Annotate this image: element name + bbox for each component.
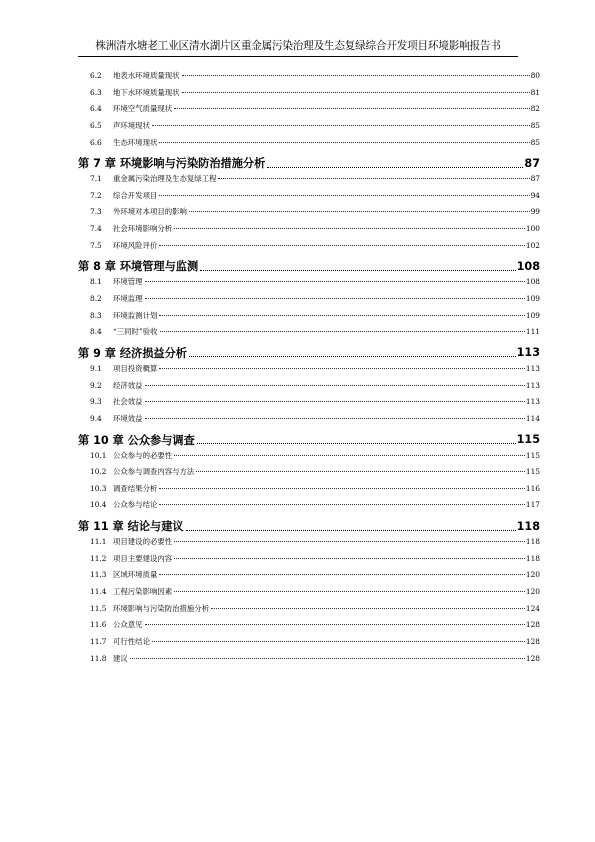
toc-entry-title: 外环境对本项目的影响: [113, 207, 187, 217]
toc-section-entry[interactable]: [78, 586, 540, 603]
dot-leader: [145, 281, 525, 282]
toc-entry-number: 6.3: [90, 87, 102, 97]
toc-entry-number: 11.2: [90, 553, 107, 563]
dot-leader: [152, 125, 530, 126]
toc-section-entry[interactable]: [78, 450, 540, 467]
toc-page-number: 87: [524, 156, 540, 170]
dot-leader: [182, 75, 530, 76]
toc-entry-number: 9.1: [90, 363, 102, 373]
dot-leader: [196, 471, 525, 472]
toc-entry-title: 环境管理: [113, 277, 143, 287]
toc-entry-title: 生态环境现状: [113, 137, 158, 147]
toc-page-number: 128: [525, 653, 540, 663]
dot-leader: [145, 624, 525, 625]
toc-chapter-entry[interactable]: [78, 430, 540, 450]
dot-leader: [159, 368, 525, 369]
toc-entry-title: 项目主要建设内容: [113, 553, 173, 563]
toc-page-number: 124: [525, 603, 540, 613]
toc-entry-number: 11.8: [90, 653, 107, 663]
toc-page-number: 108: [525, 277, 540, 287]
dot-leader: [174, 228, 525, 229]
toc-page-number: 115: [525, 450, 540, 460]
toc-page-number: 109: [525, 310, 540, 320]
toc-entry-number: 10.1: [90, 450, 107, 460]
toc-entry-title: 可行性结论: [113, 636, 150, 646]
toc-section-entry[interactable]: [78, 636, 540, 653]
toc-entry-number: 10.3: [90, 483, 107, 493]
dot-leader: [174, 108, 529, 109]
dot-leader: [218, 178, 529, 179]
toc-entry-title: 工程污染影响因素: [113, 587, 173, 597]
toc-page-number: 118: [516, 519, 540, 533]
toc-page-number: 81: [530, 87, 540, 97]
dot-leader: [182, 92, 530, 93]
toc-entry-title: 第 11 章 结论与建议: [78, 520, 184, 534]
toc-entry-number: 6.2: [90, 71, 102, 80]
toc-entry-number: 6.5: [90, 120, 102, 130]
toc-entry-number: 7.3: [90, 207, 102, 217]
toc-page-number: 128: [525, 636, 540, 646]
toc-entry-number: 9.4: [90, 413, 102, 423]
toc-entry-number: 11.5: [90, 603, 107, 613]
dot-leader: [174, 541, 525, 542]
toc-page-number: 82: [530, 104, 540, 114]
toc-entry-title: 环境监测计划: [113, 310, 158, 320]
toc-entry-title: “三同时”验收: [113, 327, 158, 337]
toc-section-entry[interactable]: [78, 536, 540, 553]
toc-page-number: 118: [525, 553, 540, 563]
toc-entry-number: 11.3: [90, 570, 107, 580]
toc-entry-title: 建议: [113, 653, 128, 663]
toc-entry-title: 经济效益: [113, 380, 143, 390]
dot-leader: [159, 574, 525, 575]
toc-section-entry[interactable]: [78, 326, 540, 343]
dot-leader: [160, 331, 525, 332]
toc-entry-title: 公众参与结论: [113, 500, 158, 510]
toc-entry-title: 第 9 章 经济损益分析: [78, 346, 187, 360]
toc-page-number: 113: [516, 346, 540, 360]
toc-section-entry[interactable]: [78, 87, 540, 104]
dot-leader: [174, 591, 525, 592]
toc-page-number: 120: [525, 570, 540, 580]
dot-leader: [159, 488, 525, 489]
toc-entry-title: 重金属污染治理及生态复绿工程: [113, 174, 217, 184]
dot-leader: [189, 356, 516, 357]
toc-entry-number: 11.4: [90, 587, 107, 597]
dot-leader: [159, 195, 529, 196]
toc-chapter-entry[interactable]: [78, 516, 540, 536]
toc-section-entry[interactable]: [78, 363, 540, 380]
dot-leader: [159, 504, 525, 505]
toc-page-number: 113: [525, 397, 540, 407]
toc-section-entry[interactable]: [78, 120, 540, 137]
toc-section-entry[interactable]: [78, 413, 540, 430]
dot-leader: [197, 443, 516, 444]
toc-page-number: 118: [525, 537, 540, 547]
toc-entry-number: 9.3: [90, 397, 102, 407]
toc-entry-title: 社会环境影响分析: [113, 224, 173, 234]
toc-section-entry[interactable]: [78, 293, 540, 310]
toc-entry-title: 项目投资概算: [113, 363, 158, 373]
toc-page-number: 117: [525, 500, 540, 510]
toc-page-number: 108: [516, 259, 540, 273]
toc-entry-number: 11.7: [90, 636, 107, 646]
dot-leader: [145, 401, 525, 402]
toc-section-entry[interactable]: [78, 70, 540, 87]
toc-section-entry[interactable]: [78, 569, 540, 586]
toc-chapter-entry[interactable]: [78, 256, 540, 276]
dot-leader: [159, 315, 525, 316]
toc-page-number: 99: [530, 207, 540, 217]
toc-page-number: 85: [530, 137, 540, 147]
toc-entry-title: 区域环境质量: [113, 570, 158, 580]
toc-entry-title: 第 8 章 环境管理与监测: [78, 260, 199, 274]
toc-entry-number: 10.4: [90, 500, 107, 510]
toc-entry-number: 7.4: [90, 224, 102, 234]
running-header: 株洲清水塘老工业区清水湖片区重金属污染治理及生态复绿综合开发项目环境影响报告书: [95, 40, 501, 52]
toc-page-number: 80: [530, 71, 540, 80]
toc-section-entry[interactable]: [78, 553, 540, 570]
toc-section-entry[interactable]: [78, 619, 540, 636]
toc-page-number: 113: [525, 380, 540, 390]
toc-section-entry[interactable]: [78, 190, 540, 207]
toc-entry-number: 11.1: [90, 537, 107, 547]
toc-entry-title: 环境空气质量现状: [113, 104, 173, 114]
toc-section-entry[interactable]: [78, 173, 540, 190]
dot-leader: [159, 245, 525, 246]
toc-entry-title: 地表水环境质量现状: [113, 71, 180, 80]
toc-entry-title: 地下水环境质量现状: [113, 87, 180, 97]
toc-entry-number: 8.3: [90, 310, 102, 320]
toc-entry-number: 8.1: [90, 277, 102, 287]
toc-page-number: 85: [530, 120, 540, 130]
toc-entry-number: 7.1: [90, 174, 102, 184]
toc-entry-number: 7.5: [90, 240, 102, 250]
toc-section-entry[interactable]: [78, 380, 540, 397]
toc-entry-title: 综合开发项目: [113, 190, 158, 200]
toc-entry-title: 第 7 章 环境影响与污染防治措施分析: [78, 157, 266, 171]
toc-page-number: 113: [525, 363, 540, 373]
toc-page-number: 115: [525, 467, 540, 477]
toc-section-entry[interactable]: [78, 603, 540, 620]
toc-section-entry[interactable]: [78, 466, 540, 483]
toc-page-number: 116: [525, 483, 540, 493]
table-of-contents: [78, 70, 540, 669]
toc-entry-title: 声环境现状: [113, 120, 150, 130]
toc-entry-title: 环境监理: [113, 294, 143, 304]
toc-page-number: 111: [525, 327, 540, 337]
toc-page-number: 100: [525, 224, 540, 234]
dot-leader: [200, 270, 515, 271]
toc-entry-title: 项目建设的必要性: [113, 537, 173, 547]
dot-leader: [174, 455, 525, 456]
dot-leader: [267, 167, 523, 168]
toc-page-number: 94: [530, 190, 540, 200]
toc-section-entry[interactable]: [78, 240, 540, 257]
toc-section-entry[interactable]: [78, 223, 540, 240]
toc-section-entry[interactable]: [78, 396, 540, 413]
toc-page-number: 87: [530, 174, 540, 184]
toc-entry-title: 公众参与的必要性: [113, 450, 173, 460]
toc-page-number: 120: [525, 587, 540, 597]
toc-entry-number: 11.6: [90, 620, 107, 630]
dot-leader: [159, 142, 529, 143]
toc-entry-title: 公众参与调查内容与方法: [113, 467, 195, 477]
dot-leader: [174, 558, 525, 559]
dot-leader: [189, 211, 530, 212]
dot-leader: [130, 658, 525, 659]
toc-entry-title: 环境影响与污染防治措施分析: [113, 603, 210, 613]
toc-section-entry[interactable]: [78, 499, 540, 516]
toc-entry-number: 6.4: [90, 104, 102, 114]
toc-entry-title: 调查结果分析: [113, 483, 158, 493]
toc-section-entry[interactable]: [78, 653, 540, 670]
dot-leader: [211, 608, 525, 609]
toc-entry-number: 9.2: [90, 380, 102, 390]
toc-entry-title: 第 10 章 公众参与调查: [78, 433, 195, 447]
toc-entry-number: 8.4: [90, 327, 102, 337]
toc-section-entry[interactable]: [78, 483, 540, 500]
toc-page-number: 109: [525, 294, 540, 304]
toc-page-number: 114: [525, 413, 540, 423]
toc-entry-number: 6.6: [90, 137, 102, 147]
toc-entry-number: 7.2: [90, 190, 102, 200]
toc-page-number: 115: [516, 433, 540, 447]
dot-leader: [145, 298, 525, 299]
toc-entry-number: 10.2: [90, 467, 107, 477]
dot-leader: [186, 530, 516, 531]
dot-leader: [145, 385, 525, 386]
toc-entry-title: 社会效益: [113, 397, 143, 407]
toc-section-entry[interactable]: [78, 276, 540, 293]
toc-page-number: 102: [525, 240, 540, 250]
toc-section-entry[interactable]: [78, 310, 540, 327]
toc-entry-title: 环境风险评价: [113, 240, 158, 250]
toc-section-entry[interactable]: [78, 103, 540, 120]
dot-leader: [152, 641, 525, 642]
toc-page-number: 128: [525, 620, 540, 630]
header-rule: [78, 56, 518, 57]
toc-entry-number: 8.2: [90, 294, 102, 304]
toc-chapter-entry[interactable]: [78, 343, 540, 363]
toc-entry-title: 公众意见: [113, 620, 143, 630]
toc-section-entry[interactable]: [78, 206, 540, 223]
dot-leader: [145, 418, 525, 419]
toc-chapter-entry[interactable]: [78, 153, 540, 173]
toc-section-entry[interactable]: [78, 137, 540, 154]
toc-entry-title: 环境效益: [113, 413, 143, 423]
